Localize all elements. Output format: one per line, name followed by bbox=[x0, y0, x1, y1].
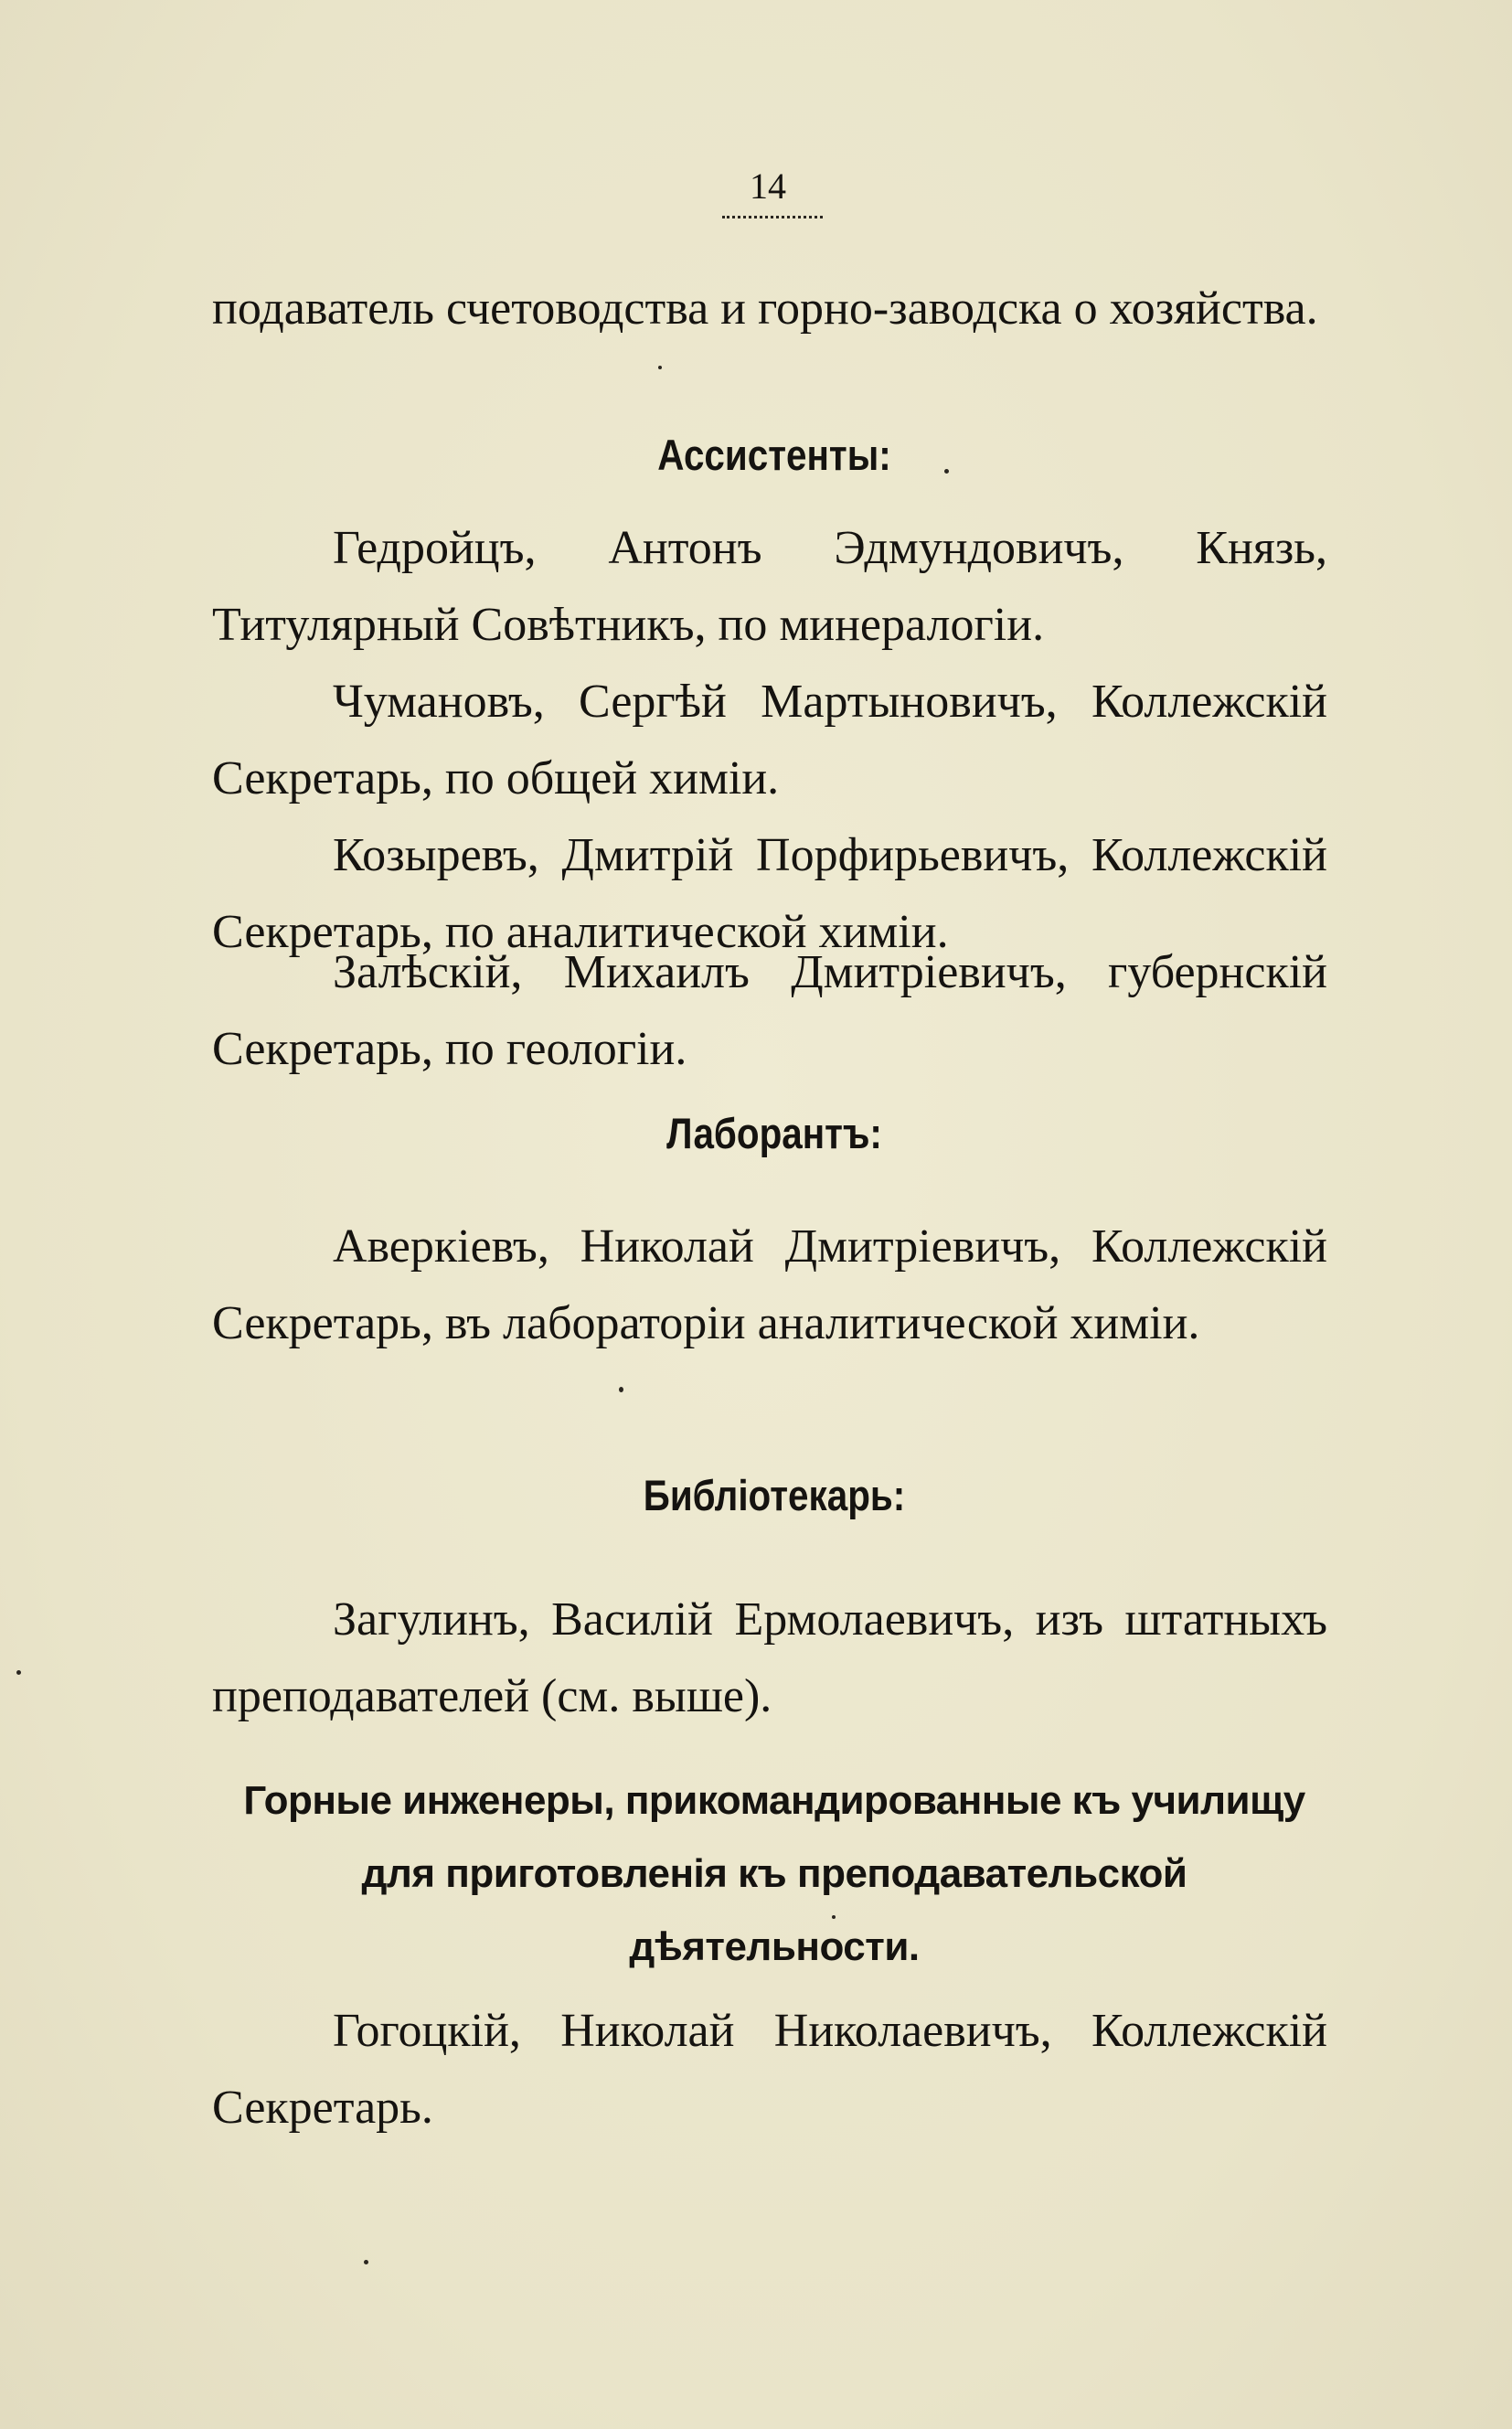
librarian-heading: Библіотекарь: bbox=[643, 1471, 906, 1519]
page-number: 14 bbox=[750, 165, 786, 207]
print-speck bbox=[658, 366, 662, 369]
librarian-entry-1: Загулинъ, Василій Ермолаевичъ, изъ штатныхъ преподавателей (см. выше). bbox=[212, 1593, 1327, 1722]
print-speck bbox=[619, 1387, 623, 1392]
laborant-entry-1: Аверкіевъ, Николай Дмитріевичъ, Коллежскій Секретарь, въ лабораторіи аналитической химіи. bbox=[212, 1220, 1327, 1349]
page-number-rule bbox=[722, 216, 823, 218]
laborant-heading: Лаборантъ: bbox=[666, 1109, 882, 1157]
engineers-entry-1: Гогоцкій, Николай Николаевичъ, Коллежскій Секретарь. bbox=[212, 2005, 1327, 2134]
assistant-entry-1: Гедройцъ, Антонъ Эдмундовичъ, Князь, Титулярный Совѣтникъ, по минералогіи. bbox=[212, 522, 1327, 651]
assistant-entry-3: Козыревъ, Дмитрій Порфирьевичъ, Коллежскій Секретарь, по аналитической химіи. bbox=[212, 829, 1327, 958]
print-speck bbox=[16, 1670, 21, 1675]
assistants-heading: Ассистенты: bbox=[657, 431, 891, 479]
print-speck bbox=[832, 1915, 836, 1919]
assistant-entry-4: Залѣскій, Михаилъ Дмитріевичъ, губернскій Секретарь, по геологіи. bbox=[212, 946, 1327, 1075]
print-speck bbox=[364, 2260, 368, 2264]
assistant-entry-2: Чумановъ, Сергѣй Мартыновичъ, Коллежскій Секретарь, по общей химіи. bbox=[212, 676, 1327, 804]
engineers-heading: Горные инженеры, прикомандированные къ училищу для приготовленія къ преподавательской дѣятельности. bbox=[243, 1778, 1305, 1969]
print-speck bbox=[944, 469, 949, 474]
top-fragment: подаватель счетоводства и горно-заводска о хозяйства. bbox=[212, 282, 1318, 335]
